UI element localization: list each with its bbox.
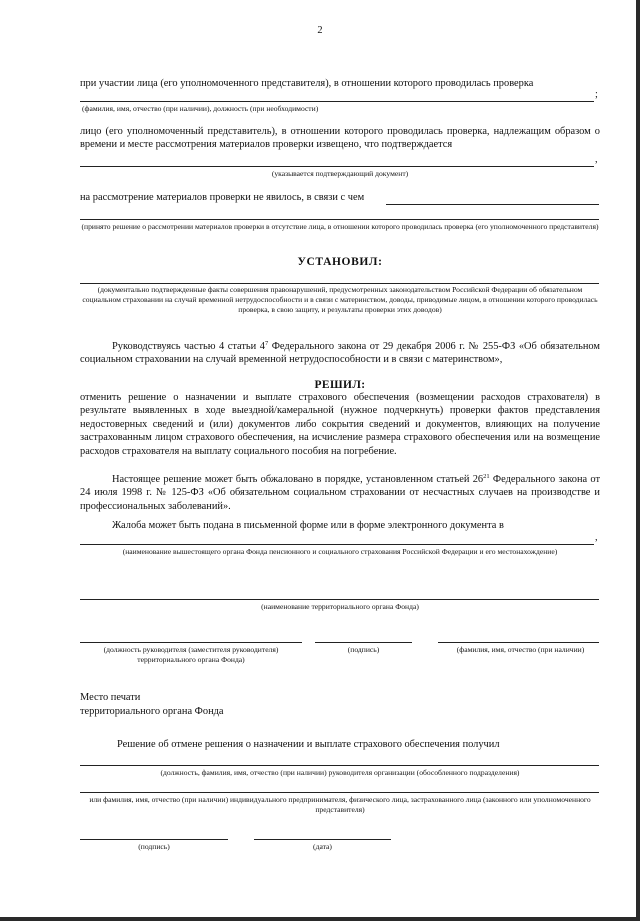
head-position-line [80, 642, 302, 643]
scan-edge-right [636, 0, 640, 921]
receipt-date-line [254, 839, 391, 840]
absence-blank-line-1 [386, 204, 599, 205]
decided-heading: РЕШИЛ: [314, 379, 366, 391]
notified-end-mark: , [595, 154, 598, 165]
page-number: 2 [317, 25, 323, 36]
notified-caption: (указывается подтверждающий документ) [271, 169, 409, 178]
absence-caption: (принято решение о рассмотрении материалов проверки в отсутствие лица, в отношении которого проводилась проверка (его уполномоченного представителя) [81, 222, 599, 231]
receipt-person-caption: или фамилия, имя, отчество (при наличии) индивидуального предпринимателя, физического лица, застрахованного лица (законного или уполномоченного представителя) [89, 795, 591, 814]
head-name-line [438, 642, 599, 643]
guided-part1: Руководствуясь частью 4 статьи 4 [112, 341, 265, 352]
established-blank-line [80, 283, 599, 284]
participation-blank-line [80, 101, 594, 102]
established-heading: УСТАНОВИЛ: [297, 256, 383, 268]
head-signature-caption: (подпись) [347, 645, 380, 654]
complaint-text: Жалоба может быть подана в письменной форме или в форме электронного документа в [112, 520, 504, 531]
appeal-part1: Настоящее решение может быть обжаловано в порядке, установленном статьей 26 [112, 474, 484, 485]
absence-blank-line-2 [80, 219, 599, 220]
head-name-caption: (фамилия, имя, отчество (при наличии) [456, 645, 585, 654]
higher-body-blank-line [80, 544, 594, 545]
receipt-org-caption: (должность, фамилия, имя, отчество (при наличии) руководителя организации (обособленного подразделения) [160, 768, 520, 777]
guided-sup: 7 [264, 340, 269, 347]
complaint-end-mark: , [595, 532, 598, 543]
receipt-org-line [80, 765, 599, 766]
higher-body-caption: (наименование вышестоящего органа Фонда пенсионного и социального страхования Российской Федерации и его местонахождение) [122, 547, 558, 556]
receipt-text: Решение об отмене решения о назначении и выплате страхового обеспечения получил [117, 739, 500, 750]
appeal-part2: Федерального закона от 24 июля 1998 г. № 125-ФЗ «Об обязательном социальном страховании от несчастных случаев на производстве и профессиональных заболеваний». [80, 474, 601, 512]
seal-line2: территориального органа Фонда [80, 706, 224, 717]
receipt-date-caption: (дата) [313, 842, 332, 851]
seal-line1: Место печати [80, 692, 141, 703]
territorial-body-caption: (наименование территориального органа Фонда) [261, 602, 419, 611]
receipt-signature-caption: (подпись) [138, 842, 170, 851]
appeal-sup: 21 [483, 473, 490, 480]
head-signature-line [315, 642, 412, 643]
receipt-signature-line [80, 839, 228, 840]
scan-edge-bottom [0, 917, 640, 921]
appeal-paragraph [80, 473, 600, 513]
decided-text: отменить решение о назначении и выплате страхового обеспечения (возмещении расходов страхователя) в результате выявленных в ходе выездной/камеральной (нужное подчеркнуть) проверки фактов представления недостоверных сведений и (или) документов либо сокрытия сведений и документов, влияющих на получение застрахованным лицом страхового обеспечения, на исчисление размера страхового обеспечения или на возмещение расходов страхователя на выплату социального пособия на погребение. [80, 392, 600, 457]
participation-caption: (фамилия, имя, отчество (при наличии), должность (при необходимости) [82, 104, 319, 113]
head-position-caption: (должность руководителя (заместителя руководителя) территориального органа Фонда) [103, 645, 279, 664]
receipt-person-line [80, 792, 599, 793]
guided-part2: Федерального закона от 29 декабря 2006 г. № 255-ФЗ «Об обязательном социальном страховании на случай временной нетрудоспособности и в связи с материнством», [80, 341, 600, 366]
territorial-body-blank-line [80, 599, 599, 600]
notified-blank-line [80, 166, 594, 167]
established-caption: (документально подтвержденные факты совершения правонарушений, предусмотренных законодательством Российской Федерации об обязательном социальном страховании на случай временной нетрудоспособности и в связи с материнством, доводы, приводимые лицом, в отношении которого проводилась проверка, в свою защиту, и результаты проверки этих доводов) [82, 285, 598, 314]
absence-text: на рассмотрение материалов проверки не явилось, в связи с чем [80, 192, 365, 203]
notified-text: лицо (его уполномоченный представитель), в отношении которого проводилась проверка, надлежащим образом о времени и месте рассмотрения материалов проверки извещено, что подтверждается [80, 126, 600, 151]
guided-paragraph [80, 340, 600, 367]
participation-text: при участии лица (его уполномоченного представителя), в отношении которого проводилась проверка [80, 78, 534, 89]
participation-end-mark: ; [595, 89, 598, 100]
